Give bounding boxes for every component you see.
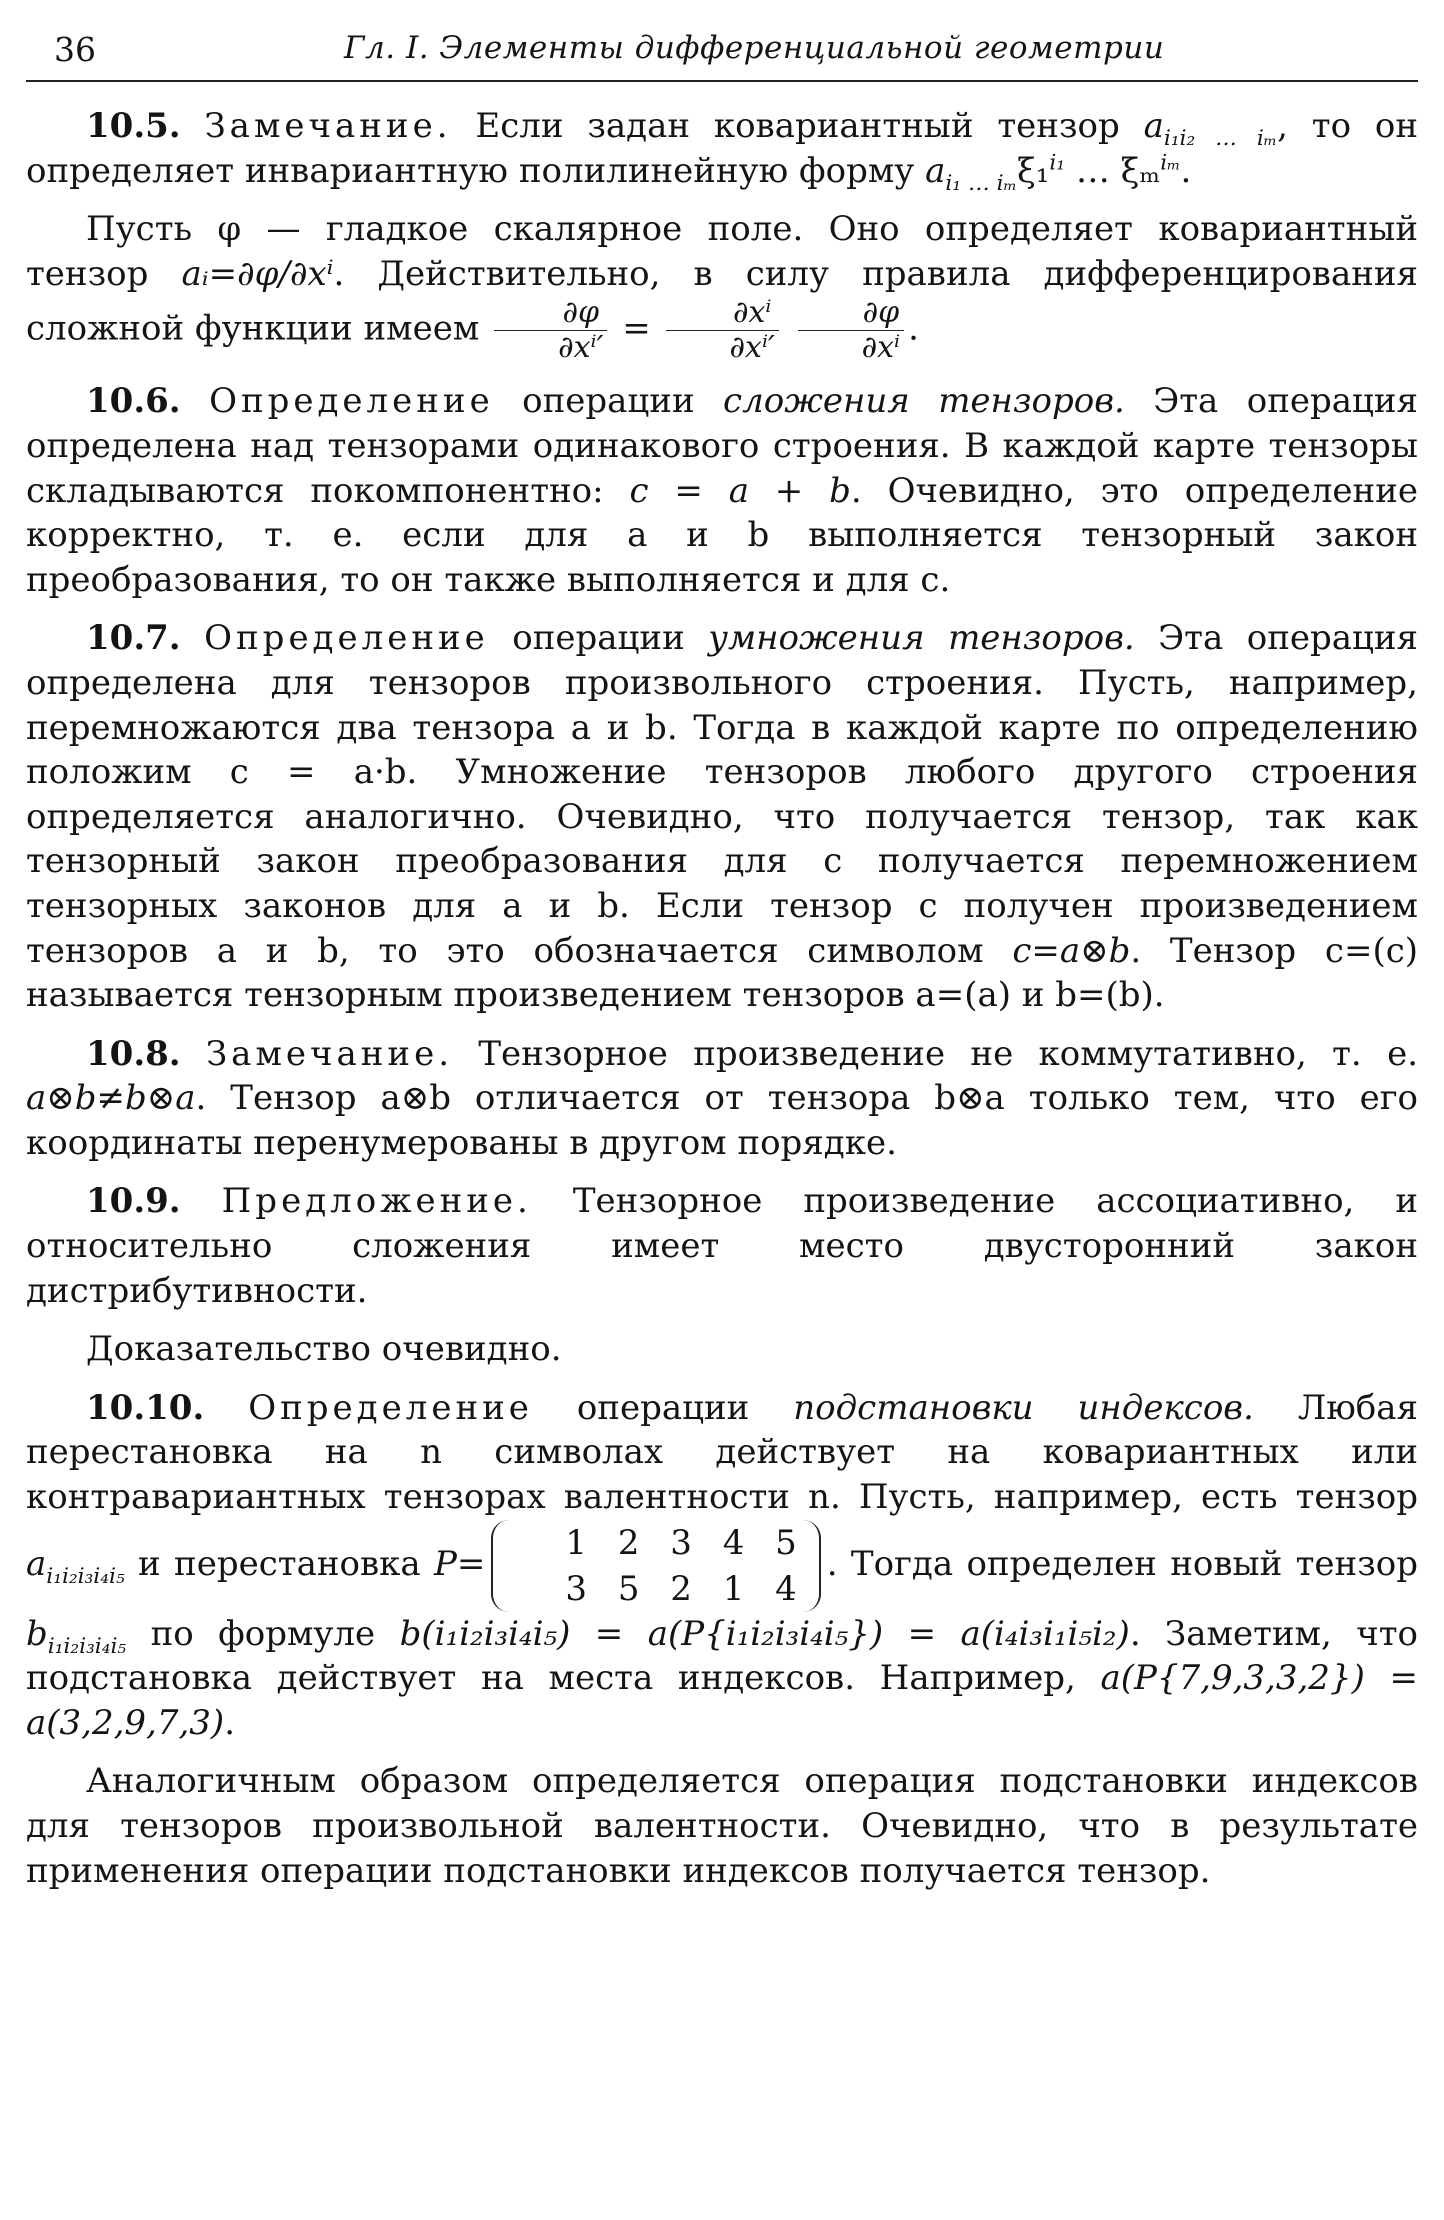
section-number: 10.9. [86, 1181, 181, 1222]
tensor-index: i₁i₂i₃i₄i₅ [46, 1563, 125, 1589]
section-label: Предложение. [221, 1181, 532, 1222]
paragraph-text: . Тензор c=(c) называется тензорным произведением тензоров a=(a) и b=(b). [26, 930, 1419, 1016]
xi-symbol-m: ξₘ [1120, 150, 1161, 191]
paragraph-text: операции [576, 1387, 750, 1428]
addition-formula: c = a + b [629, 470, 851, 511]
section-number: 10.6. [86, 381, 181, 422]
form-index: i₁ … iₘ [945, 170, 1017, 196]
fraction-1 [494, 296, 607, 365]
paragraph-text: и перестановка [138, 1543, 421, 1584]
period: . [1180, 150, 1192, 191]
section-number: 10.7. [86, 618, 181, 659]
definition-10-7 [26, 616, 1418, 1017]
paragraph-text: Эта операция определена для тензоров произвольного строения. Пусть, например, перемножаются два тензора a и b. Тогда в каждой карте по определению положим c = a·b. Умножение тензоров любого другого строения определяется аналогично. Очевидно, что получается тензор, так как тензорный закон преобразования для c получается перемножением тензорных законов для a и b. Если тензор c получен произведением тензоров a и b, то это обозначается символом [26, 618, 1418, 971]
defined-term: сложения тензоров. [723, 381, 1125, 422]
section-label: Замечание. [206, 1033, 454, 1074]
paragraph-text: операции [512, 618, 685, 659]
section-number: 10.10. [86, 1387, 205, 1428]
paragraph-gradient [26, 207, 1418, 365]
numerator: ∂φ [798, 296, 904, 331]
xi-index-m: iₘ [1160, 150, 1181, 176]
tensor-index: i₁i₂ … iₘ [1163, 125, 1278, 151]
fraction-3 [798, 296, 904, 365]
xi-symbol: ξ₁ [1016, 150, 1050, 191]
remark-10-5 [26, 104, 1419, 196]
section-label: Определение [209, 381, 494, 422]
section-label: Определение [248, 1387, 533, 1428]
defined-term: подстановки индексов. [793, 1387, 1254, 1428]
section-number: 10.5. [86, 106, 181, 146]
paragraph-text: операции [522, 381, 695, 422]
form-symbol: a [925, 150, 946, 191]
paragraph-text: Доказательство очевидно. [86, 1329, 562, 1370]
closing-paragraph [26, 1759, 1418, 1893]
period: . [224, 1702, 236, 1743]
gradient-expression: aᵢ=∂φ/∂xⁱ [181, 253, 334, 294]
tensor-symbol: a [1143, 106, 1164, 146]
remark-10-8 [26, 1032, 1418, 1166]
proposition-10-9 [26, 1179, 1418, 1313]
substitution-example: a(P{7,9,3,3,2}) = a(3,2,9,7,3) [26, 1658, 1418, 1743]
section-label: Замечание. [204, 106, 452, 146]
header-rule [26, 80, 1418, 82]
paragraph-text: . Тензор a⊗b отличается от тензора b⊗a только тем, что его координаты перенумерованы в другом порядке. [26, 1078, 1418, 1163]
numerator: ∂xⁱ [666, 296, 779, 331]
definition-10-6 [26, 379, 1418, 602]
paragraph-text: Если задан ковариантный тензор [475, 106, 1120, 146]
page-body [26, 104, 1418, 1907]
paragraph-text: по формуле [150, 1613, 376, 1654]
tensor-symbol: a [26, 1543, 47, 1584]
xi-index: i₁ [1049, 150, 1066, 176]
paragraph-text: Тензорное произведение ассоциативно, и относительно сложения имеет место двусторонний закон дистрибутивности. [26, 1181, 1419, 1311]
paragraph-text: . Действительно, в силу правила дифференцирования сложной функции имеем [26, 253, 1418, 349]
permutation-matrix [491, 1520, 820, 1612]
section-number: 10.8. [86, 1033, 181, 1074]
new-tensor-symbol: b [26, 1613, 48, 1654]
denominator: ∂xⁱ′ [729, 330, 775, 366]
section-label: Определение [204, 618, 489, 659]
paragraph-text: . Очевидно, это определение корректно, т. е. если для a и b выполняется тензорный закон преобразования, то он также выполняется и для c. [26, 470, 1418, 600]
definition-10-10 [26, 1386, 1418, 1746]
paragraph-text: , то он определяет инвариантную полилинейную форму [26, 106, 1419, 191]
paragraph-text: Эта операция определена над тензорами одинакового строения. В каждой карте тензоры складываются покомпонентно: [26, 381, 1419, 511]
permutation-label: P= [434, 1543, 486, 1584]
permutation-top-row: 1 2 3 4 5 [565, 1522, 807, 1563]
denominator: ∂xⁱ [861, 330, 901, 366]
equals-sign: = [622, 308, 651, 349]
denominator: ∂xⁱ′ [558, 330, 604, 366]
paragraph-text: Любая перестановка на n символах действует на ковариантных или контравариантных тензорах валентности n. Пусть, например, есть тензор [26, 1387, 1418, 1518]
running-title: Гл. I. Элементы дифференциальной геометрии [344, 30, 1165, 66]
permutation-bottom-row: 3 5 2 1 4 [565, 1568, 807, 1609]
proof-line [26, 1327, 1418, 1372]
defined-term: умножения тензоров. [708, 618, 1135, 659]
numerator: ∂φ [494, 296, 607, 331]
dots: … [1075, 150, 1110, 191]
noncommutative-expression: a⊗b≠b⊗a [26, 1078, 196, 1119]
page-header [26, 0, 1418, 69]
paragraph-text: . Тогда определен новый тензор [826, 1543, 1418, 1584]
fraction-2 [666, 296, 779, 365]
tensor-product-symbol: c=a⊗b [1012, 930, 1131, 971]
new-tensor-index: i₁i₂i₃i₄i₅ [47, 1633, 127, 1659]
paragraph-text: Аналогичным образом определяется операция подстановки индексов для тензоров произвольной валентности. Очевидно, что в результате применения операции подстановки индексов получается тензор. [26, 1761, 1418, 1891]
paragraph-text: . Заметим, что подстановка действует на места индексов. Например, [26, 1613, 1418, 1699]
paragraph-text: Пусть φ — гладкое скалярное поле. Оно определяет ковариантный тензор [26, 209, 1418, 294]
substitution-formula: b(i₁i₂i₃i₄i₅) = a(P{i₁i₂i₃i₄i₅}) = a(i₄i₃i₁i₅i₂) [399, 1613, 1130, 1654]
period: . [908, 308, 919, 349]
paragraph-text: Тензорное произведение не коммутативно, т. е. [478, 1033, 1418, 1074]
page-number: 36 [54, 30, 96, 69]
